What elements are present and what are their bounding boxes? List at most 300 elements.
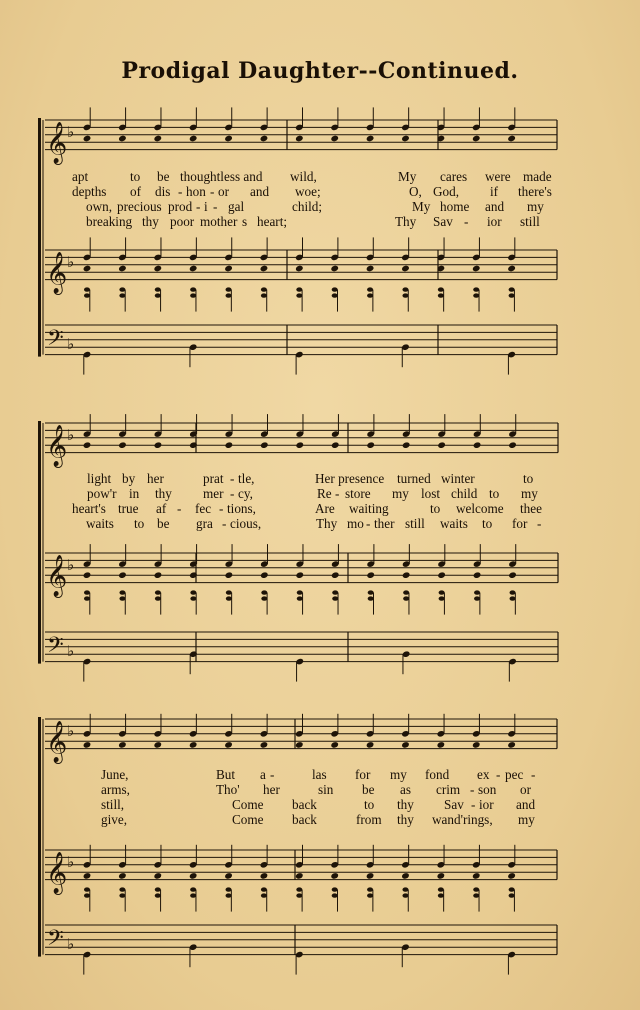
lyric-syllable: Thy [316,516,338,531]
note-head [438,893,444,897]
note-head [510,590,516,594]
lyric-syllable: ior [479,797,494,812]
note-head [83,441,92,449]
note-head [437,571,446,579]
note-head [437,441,446,449]
note-head [189,872,198,880]
note-head [474,596,480,600]
lyric-syllable: pec [505,767,524,782]
note-head [190,590,196,594]
note-head [84,590,90,594]
lyric-syllable: child; [292,199,323,214]
note-head [260,872,269,880]
note-head [260,441,269,449]
note-head [296,893,302,897]
note-head [190,596,196,600]
lyric-syllable: if [490,184,499,199]
note-head [366,571,375,579]
note-head [153,741,162,749]
lyric-syllable: - [270,767,275,782]
note-head [509,287,515,291]
note-head [84,596,90,600]
lyric-syllable: tle, [238,471,255,486]
note-head [473,887,479,891]
treble-clef-icon: 𝄞 [46,425,68,467]
note-head [367,287,373,291]
lyric-syllable: af [156,501,167,516]
note-head [225,441,234,449]
lyric-syllable: as [400,782,411,797]
note-head [83,872,92,880]
lyric-syllable: be [157,169,170,184]
note-head [297,596,303,600]
note-head [366,265,375,273]
note-head [154,571,163,579]
lyric-syllable: my [521,486,538,501]
note-head [190,293,196,297]
note-head [119,590,125,594]
note-head [224,741,233,749]
note-head [190,287,196,291]
lyric-syllable: sin [318,782,334,797]
lyric-syllable: tions, [227,501,256,516]
lyric-syllable: thy [142,214,159,229]
lyric-syllable: June, [101,767,129,782]
note-head [83,571,92,579]
note-head [225,571,234,579]
treble-clef-icon: 𝄞 [46,252,68,294]
lyric-syllable: from [356,812,382,827]
lyric-syllable: Sav [433,214,453,229]
note-head [83,741,92,749]
note-head [155,590,161,594]
lyric-syllable: - [366,516,371,531]
treble-clef-icon: 𝄞 [46,721,68,763]
note-head [474,590,480,594]
note-head [366,872,375,880]
note-head [438,887,444,891]
lyric-syllable: my [392,486,409,501]
lyric-syllable: fec [195,501,212,516]
note-head [439,596,445,600]
note-head [118,265,127,273]
note-head [83,265,92,273]
lyric-syllable: wand'rings, [432,812,493,827]
note-head [367,887,373,891]
lyric-syllable: - [196,199,201,214]
note-head [295,265,304,273]
lyric-syllable: for [355,767,371,782]
lyric-syllable: to [130,169,141,184]
lyric-syllable: true [118,501,139,516]
note-head [189,265,198,273]
note-head [472,741,481,749]
note-head [507,741,516,749]
note-head [473,441,482,449]
lyric-syllable: winter [441,471,475,486]
note-head [330,872,339,880]
system-bracket [38,717,41,957]
note-head [154,441,163,449]
lyric-syllable: - [230,486,235,501]
note-head [332,287,338,291]
note-head [366,135,375,143]
note-head [508,441,517,449]
lyric-syllable: - [177,501,182,516]
lyric-syllable: depths [72,184,107,199]
lyric-syllable: waits [86,516,114,531]
lyric-syllable: i [204,199,208,214]
note-head [119,893,125,897]
lyric-syllable: mother [200,214,238,229]
flat-icon: ♭ [67,852,75,871]
note-head [507,872,516,880]
lyric-syllable: light [87,471,112,486]
note-head [155,887,161,891]
lyric-syllable: Are [315,501,335,516]
lyric-syllable: waiting [349,501,389,516]
note-head [331,571,340,579]
lyric-syllable: or [218,184,229,199]
lyric-syllable: give, [101,812,128,827]
flat-icon: ♭ [67,425,75,444]
lyric-syllable: - [531,767,536,782]
note-head [332,596,338,600]
lyric-syllable: ther [374,516,395,531]
note-head [509,887,515,891]
bass-clef-icon: 𝄢 [47,326,64,357]
note-head [155,596,161,600]
note-head [332,887,338,891]
note-head [507,135,516,143]
note-head [224,265,233,273]
lyric-syllable: arms, [101,782,130,797]
note-head [190,887,196,891]
lyric-syllable: turned [397,471,431,486]
lyric-syllable: by [122,471,136,486]
lyric-syllable: Thy [395,214,417,229]
lyric-syllable: - [210,184,215,199]
bass-clef-icon: 𝄢 [47,633,64,664]
note-head [368,596,374,600]
note-head [438,293,444,297]
lyric-syllable: prat [203,471,224,486]
note-head [84,293,90,297]
lyric-syllable: child [451,486,478,501]
note-head [403,596,409,600]
note-head [368,590,374,594]
lyric-syllable: lost [421,486,441,501]
note-head [153,135,162,143]
note-head [226,596,232,600]
lyric-syllable: and [485,199,505,214]
note-head [260,265,269,273]
lyric-syllable: my [390,767,407,782]
note-head [226,590,232,594]
note-head [84,893,90,897]
note-head [119,887,125,891]
note-head [153,265,162,273]
note-head [402,287,408,291]
lyric-syllable: store [345,486,371,501]
system-bracket [38,118,41,357]
lyric-syllable: mo [347,516,364,531]
lyric-syllable: My [412,199,431,214]
note-head [402,571,411,579]
note-head [367,293,373,297]
system-bracket [38,421,41,664]
note-head [402,293,408,297]
lyric-syllable: and [516,797,536,812]
note-head [224,135,233,143]
note-head [153,872,162,880]
lyric-syllable: cious, [230,516,262,531]
lyric-syllable: thee [520,501,542,516]
lyric-syllable: made [523,169,552,184]
note-head [119,596,125,600]
lyric-syllable: my [518,812,535,827]
lyric-syllable: be [362,782,375,797]
lyric-syllable: thoughtless and [180,169,263,184]
note-head [119,287,125,291]
note-head [473,287,479,291]
lyric-syllable: God, [433,184,460,199]
lyric-syllable: O, [409,184,422,199]
lyric-syllable: still [520,214,540,229]
lyric-syllable: My [398,169,417,184]
note-head [260,571,269,579]
lyric-syllable: to [489,486,500,501]
note-head [224,872,233,880]
lyric-syllable: hon [186,184,206,199]
note-head [261,596,267,600]
flat-icon: ♭ [67,335,75,354]
lyric-syllable: her [263,782,280,797]
lyric-syllable: of [130,184,141,199]
note-head [402,893,408,897]
lyric-syllable: poor [170,214,195,229]
lyric-syllable: - [335,486,340,501]
lyric-syllable: prod [168,199,193,214]
note-head [226,887,232,891]
note-head [118,571,127,579]
lyric-syllable: to [482,516,493,531]
note-head [189,741,198,749]
note-head [509,293,515,297]
note-head [295,571,304,579]
lyric-syllable: to [430,501,441,516]
lyric-syllable: crim [436,782,461,797]
note-head [260,741,269,749]
lyric-syllable: s [242,214,248,229]
note-head [472,265,481,273]
lyric-syllable: back [292,797,317,812]
lyric-syllable: - [537,516,542,531]
lyric-syllable: - [464,214,469,229]
lyric-syllable: fond [425,767,450,782]
note-head [439,590,445,594]
note-head [261,590,267,594]
note-head [261,293,267,297]
note-head [295,441,304,449]
lyric-syllable: wild, [290,169,317,184]
treble-clef-icon: 𝄞 [46,852,68,894]
lyric-syllable: my [527,199,544,214]
lyric-syllable: be [157,516,170,531]
lyric-syllable: a [260,767,266,782]
note-head [401,741,410,749]
note-head [366,741,375,749]
note-head [261,287,267,291]
lyric-syllable: - [219,501,224,516]
lyric-syllable: las [312,767,327,782]
flat-icon: ♭ [67,642,75,661]
note-head [261,893,267,897]
lyric-syllable: - [471,797,476,812]
note-head [473,571,482,579]
note-head [83,135,92,143]
lyric-syllable: welcome [456,501,504,516]
note-head [118,741,127,749]
lyric-syllable: thy [397,812,414,827]
treble-clef-icon: 𝄞 [46,122,68,164]
lyric-syllable: Come [232,812,264,827]
note-head [226,893,232,897]
note-head [297,590,303,594]
lyric-syllable: and [250,184,270,199]
lyric-syllable: were [485,169,511,184]
note-head [507,265,516,273]
note-head [330,741,339,749]
note-head [472,872,481,880]
note-head [330,135,339,143]
lyric-syllable: gal [228,199,245,214]
note-head [330,265,339,273]
lyric-syllable: still [405,516,425,531]
note-head [332,893,338,897]
lyric-syllable: woe; [295,184,321,199]
lyric-syllable: Her presence [315,471,385,486]
note-head [118,441,127,449]
note-head [403,590,409,594]
note-head [118,135,127,143]
lyric-syllable: home [440,199,470,214]
note-head [261,887,267,891]
lyric-syllable: pow'r [87,486,117,501]
lyric-syllable: Come [232,797,264,812]
lyric-syllable: Re [317,486,332,501]
note-head [155,893,161,897]
note-head [189,135,198,143]
note-head [296,287,302,291]
note-head [295,741,304,749]
lyric-syllable: thy [155,486,172,501]
flat-icon: ♭ [67,935,75,954]
note-head [473,293,479,297]
lyric-syllable: her [147,471,164,486]
lyric-syllable: - [470,782,475,797]
note-head [437,741,446,749]
note-head [438,287,444,291]
lyric-syllable: Sav [444,797,464,812]
note-head [401,135,410,143]
lyric-syllable: heart; [257,214,288,229]
treble-clef-icon: 𝄞 [46,555,68,597]
lyric-syllable: to [523,471,534,486]
lyric-syllable: still, [101,797,125,812]
lyric-syllable: cares [440,169,468,184]
note-head [401,265,410,273]
note-head [472,135,481,143]
lyric-syllable: - [496,767,501,782]
lyric-syllable: cy, [238,486,253,501]
lyric-syllable: breaking [86,214,133,229]
note-head [473,893,479,897]
flat-icon: ♭ [67,252,75,271]
note-head [226,287,232,291]
bass-clef-icon: 𝄢 [47,926,64,957]
lyric-syllable: gra [196,516,213,531]
flat-icon: ♭ [67,721,75,740]
lyric-syllable: But [216,767,236,782]
lyric-syllable: or [520,782,531,797]
note-head [296,293,302,297]
lyric-syllable: thy [397,797,414,812]
lyric-syllable: ior [487,214,502,229]
note-head [296,887,302,891]
lyric-syllable: son [478,782,497,797]
lyric-syllable: there's [518,184,552,199]
note-head [331,441,340,449]
note-head [260,135,269,143]
note-head [367,893,373,897]
note-head [509,893,515,897]
lyric-syllable: precious [117,199,162,214]
note-head [119,293,125,297]
note-head [402,887,408,891]
flat-icon: ♭ [67,122,75,141]
note-head [332,590,338,594]
lyric-syllable: apt [72,169,89,184]
lyric-syllable: back [292,812,317,827]
lyric-syllable: waits [440,516,468,531]
lyric-syllable: - [178,184,183,199]
lyric-syllable: - [222,516,227,531]
note-head [190,893,196,897]
note-head [508,571,517,579]
lyric-syllable: in [129,486,140,501]
note-head [84,287,90,291]
note-head [295,135,304,143]
note-head [437,872,446,880]
lyric-syllable: to [134,516,145,531]
note-head [84,887,90,891]
lyric-syllable: for [512,516,528,531]
note-head [155,293,161,297]
page-title: Prodigal Daughter--Continued. [121,58,519,84]
note-head [510,596,516,600]
note-head [332,293,338,297]
lyric-syllable: ex [477,767,490,782]
note-head [366,441,375,449]
note-head [118,872,127,880]
note-head [155,287,161,291]
lyric-syllable: own, [86,199,113,214]
lyric-syllable: - [213,199,218,214]
lyric-syllable: heart's [72,501,106,516]
lyric-syllable: - [230,471,235,486]
flat-icon: ♭ [67,555,75,574]
